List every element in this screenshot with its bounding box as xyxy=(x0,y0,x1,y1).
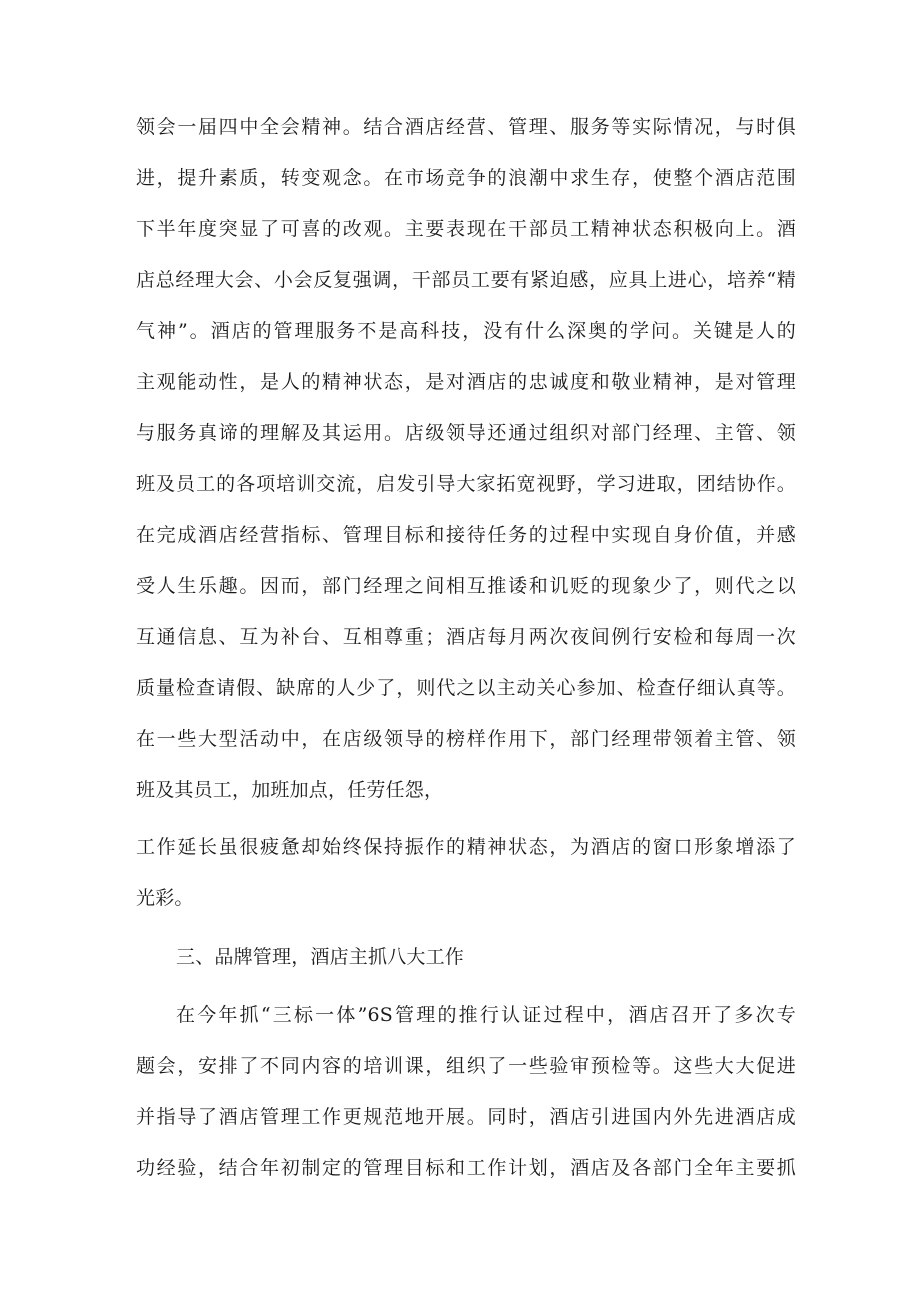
paragraph-2-line-2: 光彩。 xyxy=(136,887,194,909)
paragraph-1-line-6: 主观能动性，是人的精神状态，是对酒店的忠诚度和敬业精神，是对管理 xyxy=(136,371,796,393)
paragraph-3-line-4: 功经验，结合年初制定的管理目标和工作计划，酒店及各部门全年主要抓 xyxy=(136,1157,796,1179)
paragraph-1-line-2: 进，提升素质，转变观念。在市场竞争的浪潮中求生存，使整个酒店范围 xyxy=(136,167,796,189)
paragraph-1-line-3: 下半年度突显了可喜的改观。主要表现在干部员工精神状态积极向上。酒 xyxy=(136,218,796,240)
paragraph-3-line-3: 并指导了酒店管理工作更规范地开展。同时，酒店引进国内外先进酒店成 xyxy=(136,1106,796,1128)
paragraph-1-line-12: 质量检查请假、缺席的人少了，则代之以主动关心参加、检查仔细认真等。 xyxy=(136,677,796,699)
paragraph-2-line-1: 工作延长虽很疲惫却始终保持振作的精神状态，为酒店的窗口形象增添了 xyxy=(136,836,796,858)
paragraph-1-line-1: 领会一届四中全会精神。结合酒店经营、管理、服务等实际情况，与时俱 xyxy=(136,116,796,138)
paragraph-1-line-10: 受人生乐趣。因而，部门经理之间相互推诿和讥贬的现象少了，则代之以 xyxy=(136,575,796,597)
paragraph-3-line-1: 在今年抓“三标一体”6S管理的推行认证过程中，酒店召开了多次专 xyxy=(176,1004,796,1026)
section-heading: 三、品牌管理，酒店主抓八大工作 xyxy=(176,946,465,968)
paragraph-1-line-8: 班及员工的各项培训交流，启发引导大家拓宽视野，学习进取，团结协作。 xyxy=(136,473,796,495)
paragraph-1-line-9: 在完成酒店经营指标、管理目标和接待任务的过程中实现自身价值，并感 xyxy=(136,524,796,546)
paragraph-1-line-5: 气神”。酒店的管理服务不是高科技，没有什么深奥的学问。关键是人的 xyxy=(136,320,796,342)
paragraph-1-line-7: 与服务真谛的理解及其运用。店级领导还通过组织对部门经理、主管、领 xyxy=(136,422,796,444)
paragraph-1-line-13: 在一些大型活动中，在店级领导的榜样作用下，部门经理带领着主管、领 xyxy=(136,728,796,750)
paragraph-1-line-11: 互通信息、互为补台、互相尊重；酒店每月两次夜间例行安检和每周一次 xyxy=(136,626,796,648)
paragraph-3-line-2: 题会，安排了不同内容的培训课，组织了一些验审预检等。这些大大促进 xyxy=(136,1055,796,1077)
paragraph-1-line-4: 店总经理大会、小会反复强调，干部员工要有紧迫感，应具上进心，培养“精 xyxy=(136,269,796,291)
paragraph-1-line-14: 班及其员工，加班加点，任劳任怨， xyxy=(136,779,444,801)
